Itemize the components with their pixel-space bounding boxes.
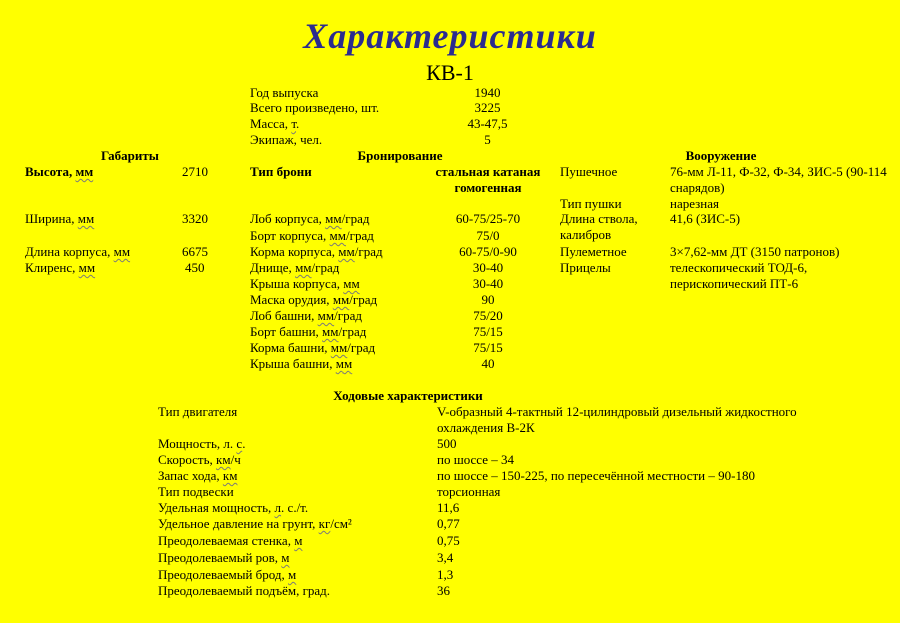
armor-row-unit: мм [329,228,346,243]
armor-row-label-text: Лоб башни, [250,308,318,323]
sights-label: Прицелы [560,260,611,275]
ground-pressure-label-end: /см² [330,516,352,531]
armor-row-value: 60-75/0-90 [459,244,517,259]
page-title: Характеристики [303,16,597,56]
armor-row-unit: мм [325,211,342,226]
ground-pressure-value: 0,77 [437,516,460,531]
armor-row-label-end: /град [311,260,340,275]
crew-value: 5 [484,132,491,147]
ground-pressure-unit: кг [318,516,331,531]
ford-unit: м [288,567,297,582]
armor-row-label [250,244,383,260]
speed-unit: км [216,452,231,467]
mass-unit: т [291,116,297,131]
clearance-value: 450 [185,260,205,275]
ground-pressure-label-text: Удельное давление на грунт, [158,516,319,531]
power-value: 500 [437,436,457,451]
armor-header: Бронирование [357,148,443,163]
length-label [25,244,130,260]
armor-row-label [250,211,369,227]
mass-value: 43-47,5 [467,116,508,131]
dimensions-header: Габариты [101,148,159,163]
year-label: Год выпуска [250,85,319,100]
armor-row-value: 90 [481,292,495,307]
armor-row-label-text: Корма башни, [250,340,331,355]
power-unit: с [236,436,243,451]
barrel-label: Длина ствола, калибров [560,211,638,242]
mobility-header: Ходовые характеристики [333,388,483,403]
armor-row-label [250,308,362,324]
range-unit: км [222,468,238,483]
armor-row-value: 30-40 [472,276,504,291]
armor-row-unit: мм [295,260,312,275]
mg-label: Пулеметное [560,244,627,259]
armor-row-label-end: /град [349,292,378,307]
length-unit: мм [113,244,131,259]
model-name: КВ-1 [426,60,474,85]
ford-label [158,567,296,583]
armor-row-unit: мм [343,276,360,291]
armor-row-label-text: Днище, [250,260,296,275]
width-label-text: Ширина, [25,211,78,226]
width-unit: мм [77,211,95,226]
armor-row-label-end: /град [354,244,383,259]
gun-value: 76-мм Л-11, Ф-32, Ф-34, ЗИС-5 (90-114 снарядов) [670,164,887,195]
wall-label-text: Преодолеваемая стенка, [158,533,295,548]
armor-row-value: 75/15 [473,324,503,339]
armor-type-label: Тип брони [250,164,312,179]
barrel-value: 41,6 (ЗИС-5) [670,211,741,226]
armor-row-value: 30-40 [472,260,504,275]
power-label-text: Мощность, л. [158,436,237,451]
slope-value: 36 [437,583,450,598]
range-label [158,468,237,484]
ditch-label-text: Преодолеваемый ров, [158,550,282,565]
suspension-label: Тип подвески [158,484,234,499]
armor-row-label [250,276,360,292]
ford-value: 1,3 [437,567,454,582]
gun-type-label: Тип пушки [560,196,622,211]
armor-row-unit: мм [330,340,348,355]
armor-row-label-end: /град [347,340,376,355]
armor-row-unit: мм [317,308,335,323]
sights-value: телескопический ТОД-6, перископический ПТ-6 [670,260,808,291]
armor-row-value: 75/20 [473,308,503,323]
wall-value: 0,75 [437,533,460,548]
armor-row-label [250,228,374,244]
armor-row-label-end: /град [338,324,367,339]
range-value: по шоссе – 150-225, по пересечённой местности – 90-180 [437,468,755,483]
wall-label [158,533,302,549]
engine-value: V-образный 4-тактный 12-цилиндровый дизельный жидкостного охлаждения В-2К [437,404,797,435]
armor-row-label [250,324,366,340]
specific-power-label [158,500,308,516]
specific-power-unit: л [274,500,282,515]
produced-value: 3225 [474,100,501,115]
armor-row-value: 60-75/25-70 [455,211,521,226]
armor-row-label-text: Маска орудия, [250,292,333,307]
mass-label-text: Масса, [250,116,292,131]
mass-label-end: . [296,116,300,131]
armor-row-value: 75/0 [476,228,500,243]
armor-row-label [250,260,339,276]
armor-row-label-text: Борт башни, [250,324,323,339]
gun-type-value: нарезная [670,196,719,211]
armor-row-label-end: /град [346,228,374,243]
armor-row-label [250,292,377,308]
armor-row-label-text: Лоб корпуса, [250,211,326,226]
power-label-end: . [242,436,246,451]
specific-power-value: 11,6 [437,500,460,515]
height-label [25,164,93,180]
speed-value: по шоссе – 34 [437,452,515,467]
armor-row-unit: мм [338,244,355,259]
year-value: 1940 [474,85,501,100]
suspension-value: торсионная [437,484,501,499]
armor-row-label-text: Корма корпуса, [250,244,339,259]
armor-row-label-end: /град [341,211,370,226]
height-unit: мм [75,164,94,179]
clearance-label-text: Клиренс, [25,260,79,275]
specific-power-label-text: Удельная мощность, [158,500,275,515]
mg-value: 3×7,62-мм ДТ (3150 патронов) [670,244,840,259]
speed-label [158,452,241,468]
armor-row-value: 75/15 [473,340,503,355]
produced-label: Всего произведено, шт. [250,100,380,115]
slope-label: Преодолеваемый подъём, град. [158,583,331,598]
gun-label: Пушечное [560,164,618,179]
crew-label: Экипаж, чел. [250,132,323,147]
mass-label [250,116,299,132]
armor-row-unit: мм [322,324,339,339]
armor-row-label-end: /град [334,308,362,323]
clearance-label [25,260,95,276]
height-label-text: Высота, [25,164,76,179]
armor-row-label [250,340,375,356]
armor-row-unit: мм [332,292,350,307]
armor-row-label-text: Крыша башни, [250,356,336,371]
clearance-unit: мм [78,260,96,275]
armor-type-value: стальная катаная гомогенная [435,164,541,195]
height-value: 2710 [182,164,208,179]
armor-row-label-text: Борт корпуса, [250,228,330,243]
wall-unit: м [294,533,303,548]
engine-label: Тип двигателя [158,404,238,419]
armor-row-unit: мм [335,356,353,371]
ditch-unit: м [281,550,290,565]
length-value: 6675 [182,244,208,259]
specific-power-label-end: . с./т. [281,500,309,515]
ground-pressure-label [158,516,352,532]
range-label-text: Запас хода, [158,468,223,483]
speed-label-text: Скорость, [158,452,217,467]
speed-label-end: /ч [230,452,241,467]
ditch-value: 3,4 [437,550,454,565]
ditch-label [158,550,290,566]
ford-label-text: Преодолеваемый брод, [158,567,289,582]
armament-header: Вооружение [685,148,757,163]
power-label [158,436,245,452]
length-label-text: Длина корпуса, [25,244,114,259]
armor-row-label [250,356,352,372]
width-value: 3320 [182,211,208,226]
armor-row-label-text: Крыша корпуса, [250,276,344,291]
armor-row-value: 40 [481,356,495,371]
width-label [25,211,94,227]
